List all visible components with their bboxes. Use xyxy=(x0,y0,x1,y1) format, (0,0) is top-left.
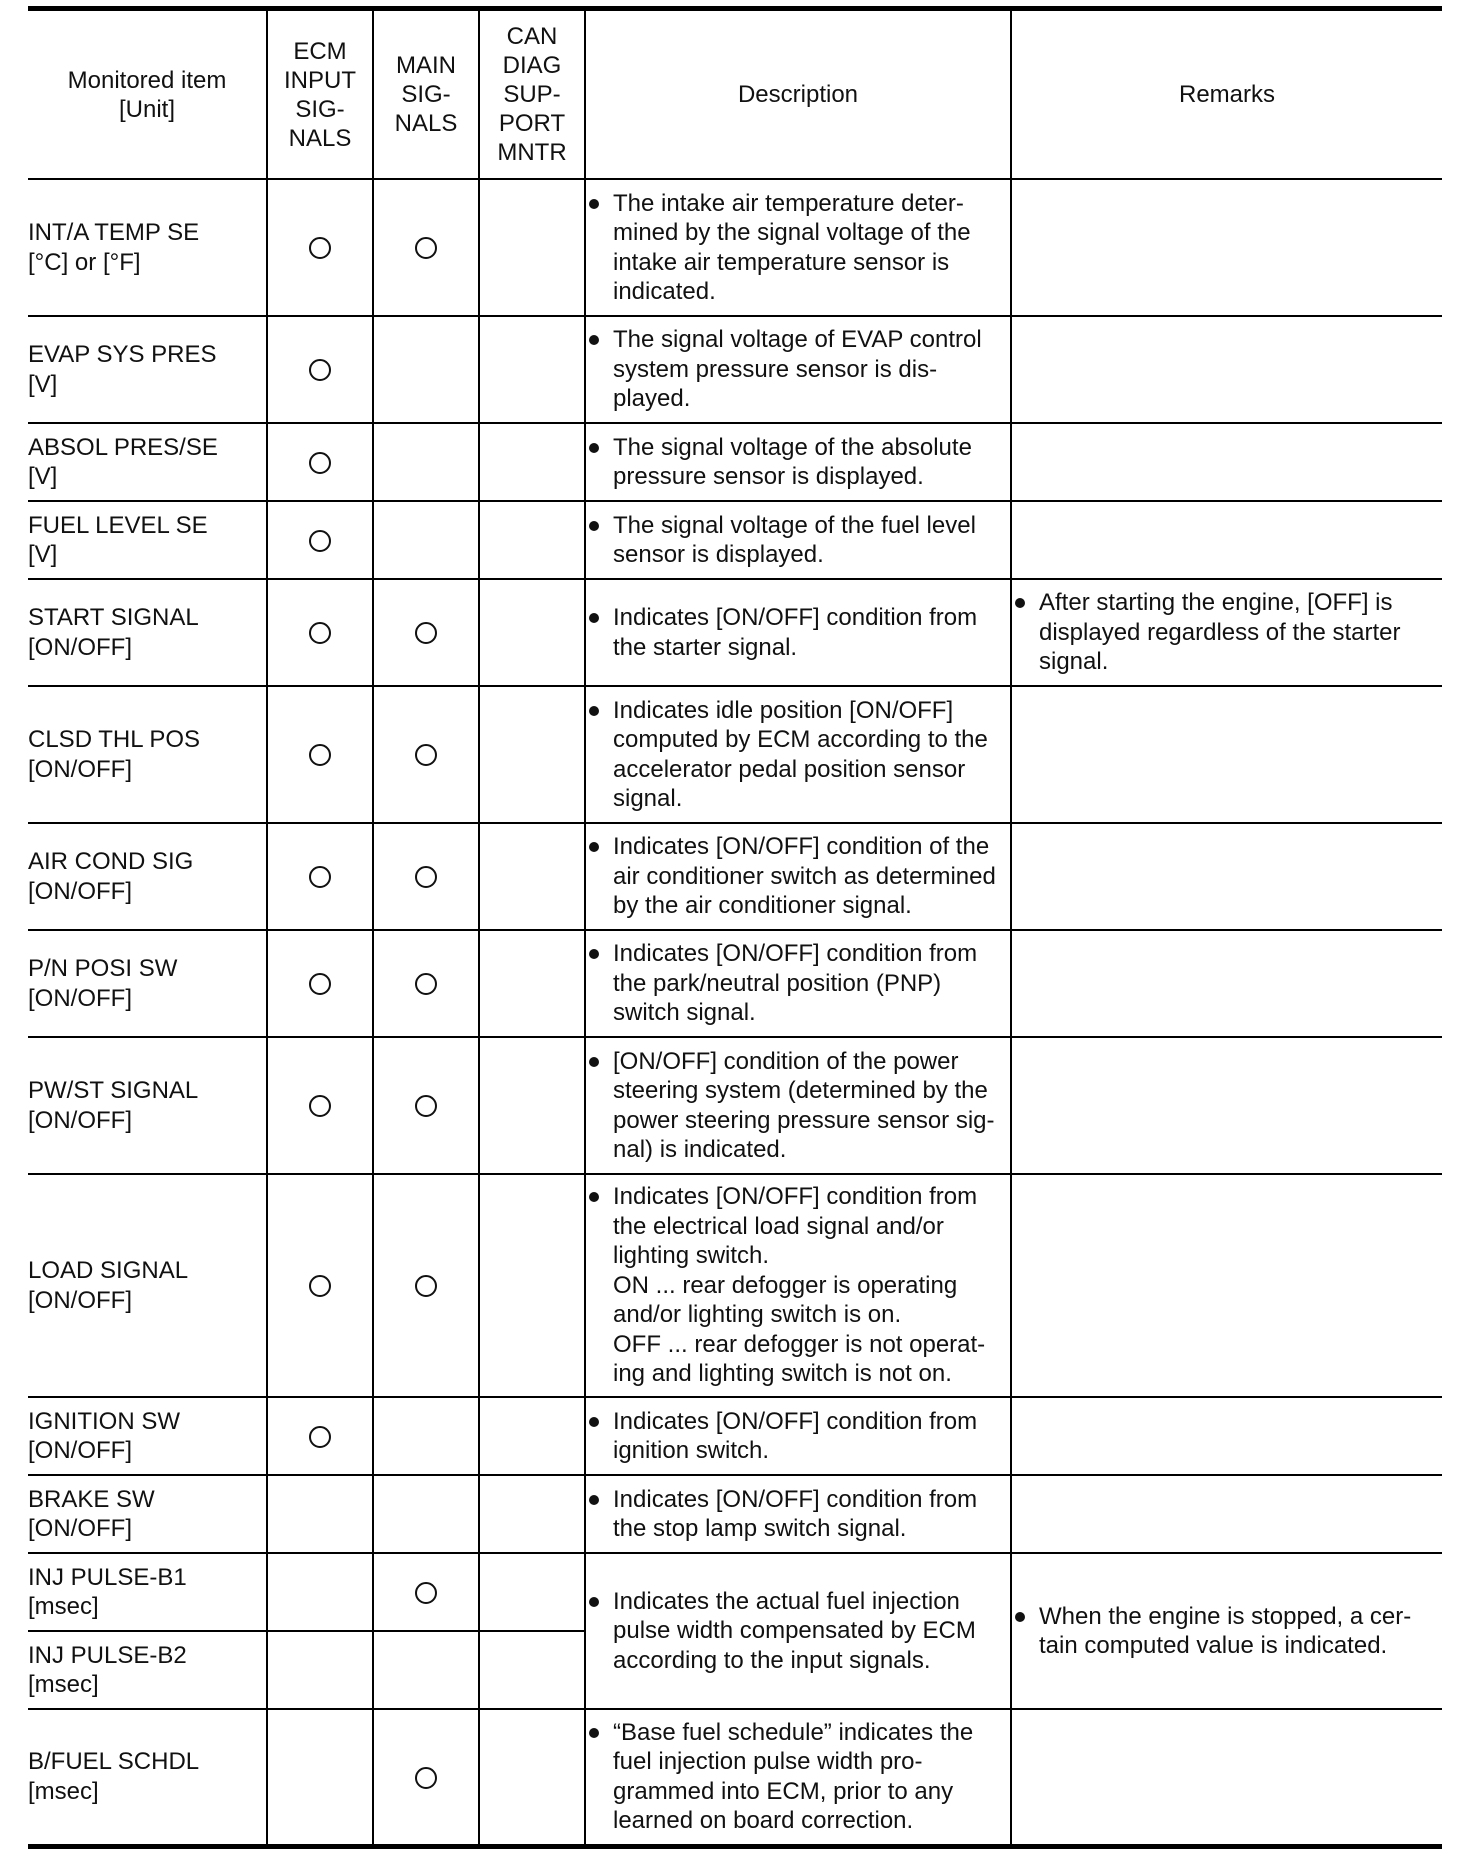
bullet-text xyxy=(613,1407,1010,1466)
item-unit: [ON/OFF] xyxy=(28,984,132,1012)
bullet-main-text: Indicates [ON/OFF] condition from the stop lamp switch signal. xyxy=(613,1485,978,1542)
monitored-item-cell xyxy=(28,1631,267,1709)
ecm-mark-cell xyxy=(267,930,373,1037)
circle-mark-icon xyxy=(415,1582,437,1604)
circle-mark-icon xyxy=(309,1275,331,1297)
bullet-dot xyxy=(1015,1612,1025,1622)
bullet-item xyxy=(586,696,1010,814)
bullet-item xyxy=(586,433,1010,492)
bullet-item xyxy=(586,1407,1010,1466)
header-ecm-input-signals: ECM INPUT SIG- NALS xyxy=(267,9,373,180)
header-row xyxy=(28,9,1442,180)
can-mark-cell xyxy=(479,1631,585,1709)
bullet-main-text: The signal voltage of EVAP control system pressure sensor is dis- played. xyxy=(613,326,982,413)
monitored-item-cell xyxy=(28,686,267,823)
bullet-main-text: After starting the engine, [OFF] is displayed regardless of the starter signal. xyxy=(1039,589,1401,676)
ecm-mark-cell xyxy=(267,1475,373,1553)
description-cell xyxy=(585,423,1011,501)
bullet-main-text: The signal voltage of the fuel level sensor is displayed. xyxy=(613,511,976,568)
description-detail-line: ON ... rear defogger is operating and/or lighting switch is on. xyxy=(613,1271,958,1329)
circle-mark-icon xyxy=(415,1095,437,1117)
remarks-cell xyxy=(1011,930,1442,1037)
item-name: START SIGNAL xyxy=(28,604,199,631)
bullet-item xyxy=(586,1718,1010,1836)
item-unit: [V] xyxy=(28,463,58,490)
item-name: EVAP SYS PRES xyxy=(28,341,217,368)
bullet-text xyxy=(613,603,1010,662)
bullet-main-text: Indicates the actual fuel injection pulse width compensated by ECM according to the input signals. xyxy=(613,1587,976,1674)
header-remarks: Remarks xyxy=(1011,9,1442,180)
description-cell xyxy=(585,179,1011,316)
item-unit: [ON/OFF] xyxy=(28,1515,132,1542)
main-mark-cell xyxy=(373,823,479,930)
main-mark-cell xyxy=(373,1037,479,1174)
can-mark-cell xyxy=(479,1174,585,1397)
bullet-main-text: Indicates [ON/OFF] condition of the air conditioner switch as determined by the air conditioner signal. xyxy=(613,833,996,920)
item-name: INT/A TEMP SE xyxy=(28,219,200,246)
monitored-item-cell xyxy=(28,1475,267,1553)
can-mark-cell xyxy=(479,579,585,686)
ecm-mark-cell xyxy=(267,1397,373,1475)
description-cell xyxy=(585,823,1011,930)
bullet-dot xyxy=(589,335,599,345)
ecm-mark-cell xyxy=(267,1037,373,1174)
circle-mark-icon xyxy=(415,1275,437,1297)
bullet-dot xyxy=(589,1597,599,1607)
bullet-item xyxy=(586,603,1010,662)
bullet-dot xyxy=(589,1495,599,1505)
header-main-signals: MAIN SIG- NALS xyxy=(373,9,479,180)
bullet-item xyxy=(586,1587,1010,1676)
bullet-dot xyxy=(589,706,599,716)
main-mark-cell xyxy=(373,1709,479,1846)
monitored-item-cell xyxy=(28,823,267,930)
table-row xyxy=(28,930,1442,1037)
ecm-mark-cell xyxy=(267,316,373,423)
circle-mark-icon xyxy=(309,1095,331,1117)
remarks-cell xyxy=(1011,1709,1442,1846)
bullet-dot xyxy=(589,443,599,453)
remarks-cell xyxy=(1011,316,1442,423)
bullet-item xyxy=(586,939,1010,1028)
remarks-cell xyxy=(1011,686,1442,823)
circle-mark-icon xyxy=(415,1767,437,1789)
item-name: LOAD SIGNAL xyxy=(28,1257,189,1284)
item-name: ABSOL PRES/SE xyxy=(28,433,218,461)
item-unit: [°C] or [°F] xyxy=(28,248,141,276)
ecm-mark-cell xyxy=(267,1174,373,1397)
item-unit: [ON/OFF] xyxy=(28,1286,132,1314)
bullet-item xyxy=(586,832,1010,921)
table-row xyxy=(28,1174,1442,1397)
monitored-item-cell xyxy=(28,1174,267,1397)
bullet-text xyxy=(613,325,1010,414)
bullet-main-text: The intake air temperature deter- mined by the signal voltage of the intake air temperature sensor is indicated. xyxy=(613,189,971,305)
can-mark-cell xyxy=(479,316,585,423)
item-unit: [msec] xyxy=(28,1593,99,1620)
main-mark-cell xyxy=(373,1631,479,1709)
circle-mark-icon xyxy=(415,237,437,259)
bullet-dot xyxy=(589,949,599,959)
item-unit: [msec] xyxy=(28,1777,99,1805)
ecm-mark-cell xyxy=(267,686,373,823)
item-unit: [ON/OFF] xyxy=(28,877,132,905)
table-row xyxy=(28,1553,1442,1631)
item-name: PW/ST SIGNAL xyxy=(28,1077,199,1104)
bullet-item xyxy=(586,511,1010,570)
description-cell xyxy=(585,579,1011,686)
item-unit: [ON/OFF] xyxy=(28,633,132,661)
bullet-text xyxy=(613,1718,1010,1836)
bullet-dot xyxy=(589,1192,599,1202)
bullet-dot xyxy=(589,842,599,852)
table-row xyxy=(28,686,1442,823)
ecm-mark-cell xyxy=(267,1553,373,1631)
item-name: AIR COND SIG xyxy=(28,848,194,875)
item-unit: [ON/OFF] xyxy=(28,755,132,783)
main-mark-cell xyxy=(373,1174,479,1397)
remarks-cell xyxy=(1011,1475,1442,1553)
can-mark-cell xyxy=(479,1397,585,1475)
main-mark-cell xyxy=(373,579,479,686)
item-name: INJ PULSE-B1 xyxy=(28,1563,187,1591)
description-cell xyxy=(585,1174,1011,1397)
bullet-text xyxy=(1039,1602,1442,1661)
description-detail-line: OFF ... rear defogger is not operat- ing and lighting switch is not on. xyxy=(613,1330,986,1388)
remarks-cell xyxy=(1011,823,1442,930)
table-header xyxy=(28,9,1442,180)
circle-mark-icon xyxy=(309,622,331,644)
remarks-cell xyxy=(1011,1553,1442,1709)
can-mark-cell xyxy=(479,1553,585,1631)
table-row xyxy=(28,501,1442,579)
description-cell xyxy=(585,1475,1011,1553)
item-name: B/FUEL SCHDL xyxy=(28,1748,200,1776)
description-cell xyxy=(585,316,1011,423)
monitored-item-cell xyxy=(28,1709,267,1846)
ecm-mark-cell xyxy=(267,501,373,579)
bullet-text xyxy=(613,511,1010,570)
circle-mark-icon xyxy=(309,866,331,888)
main-mark-cell xyxy=(373,1553,479,1631)
circle-mark-icon xyxy=(309,237,331,259)
bullet-item xyxy=(586,325,1010,414)
header-can-diag-support-mntr: CAN DIAG SUP- PORT MNTR xyxy=(479,9,585,180)
bullet-dot xyxy=(589,613,599,623)
bullet-text xyxy=(613,832,1010,921)
can-mark-cell xyxy=(479,1475,585,1553)
description-cell xyxy=(585,1553,1011,1709)
remarks-cell xyxy=(1011,579,1442,686)
can-mark-cell xyxy=(479,423,585,501)
table-row xyxy=(28,1709,1442,1846)
bullet-text xyxy=(613,939,1010,1028)
monitored-items-table xyxy=(28,6,1442,1849)
ecm-mark-cell xyxy=(267,423,373,501)
bullet-text xyxy=(613,433,1010,492)
monitored-item-cell xyxy=(28,579,267,686)
item-unit: [msec] xyxy=(28,1671,99,1698)
description-cell xyxy=(585,1397,1011,1475)
monitored-item-cell xyxy=(28,501,267,579)
can-mark-cell xyxy=(479,823,585,930)
circle-mark-icon xyxy=(309,973,331,995)
description-cell xyxy=(585,501,1011,579)
item-name: P/N POSI SW xyxy=(28,955,178,982)
monitored-item-cell xyxy=(28,1037,267,1174)
remarks-cell xyxy=(1011,179,1442,316)
item-name: BRAKE SW xyxy=(28,1485,155,1513)
table-row xyxy=(28,316,1442,423)
bullet-main-text: Indicates idle position [ON/OFF] computed by ECM according to the accelerator pedal position sensor signal. xyxy=(613,696,988,812)
bullet-text xyxy=(613,1587,1010,1676)
monitored-item-cell xyxy=(28,179,267,316)
item-unit: [V] xyxy=(28,370,58,398)
bullet-item xyxy=(586,1182,1010,1389)
table-row xyxy=(28,1397,1442,1475)
item-unit: [ON/OFF] xyxy=(28,1106,132,1134)
ecm-mark-cell xyxy=(267,1631,373,1709)
ecm-mark-cell xyxy=(267,179,373,316)
item-name: CLSD THL POS xyxy=(28,726,201,753)
remarks-cell xyxy=(1011,1037,1442,1174)
bullet-item xyxy=(1012,1602,1442,1661)
main-mark-cell xyxy=(373,930,479,1037)
circle-mark-icon xyxy=(309,359,331,381)
bullet-text xyxy=(613,696,1010,814)
item-unit: [ON/OFF] xyxy=(28,1437,132,1464)
item-name: INJ PULSE-B2 xyxy=(28,1641,187,1669)
main-mark-cell xyxy=(373,501,479,579)
ecm-mark-cell xyxy=(267,1709,373,1846)
main-mark-cell xyxy=(373,316,479,423)
bullet-dot xyxy=(589,199,599,209)
table-row xyxy=(28,823,1442,930)
bullet-main-text: Indicates [ON/OFF] condition from the electrical load signal and/or lighting switch. xyxy=(613,1183,978,1270)
bullet-item xyxy=(586,1485,1010,1544)
table-row xyxy=(28,1037,1442,1174)
bullet-text xyxy=(613,189,1010,307)
description-cell xyxy=(585,1709,1011,1846)
item-unit: [V] xyxy=(28,541,58,568)
bullet-dot xyxy=(589,521,599,531)
circle-mark-icon xyxy=(415,866,437,888)
description-cell xyxy=(585,686,1011,823)
circle-mark-icon xyxy=(309,744,331,766)
header-description: Description xyxy=(585,9,1011,180)
remarks-cell xyxy=(1011,1174,1442,1397)
can-mark-cell xyxy=(479,1037,585,1174)
item-name: IGNITION SW xyxy=(28,1407,180,1435)
table-row xyxy=(28,423,1442,501)
description-cell xyxy=(585,930,1011,1037)
bullet-dot xyxy=(589,1417,599,1427)
bullet-main-text: “Base fuel schedule” indicates the fuel injection pulse width pro- grammed into ECM, prior to any learned on board correction. xyxy=(613,1718,974,1835)
main-mark-cell xyxy=(373,179,479,316)
can-mark-cell xyxy=(479,179,585,316)
circle-mark-icon xyxy=(309,452,331,474)
can-mark-cell xyxy=(479,501,585,579)
item-name: FUEL LEVEL SE xyxy=(28,511,208,539)
monitored-item-cell xyxy=(28,1553,267,1631)
bullet-text xyxy=(1039,588,1442,677)
circle-mark-icon xyxy=(415,622,437,644)
bullet-dot xyxy=(589,1728,599,1738)
header-monitored-item: Monitored item [Unit] xyxy=(28,9,267,180)
table-row xyxy=(28,579,1442,686)
monitored-item-cell xyxy=(28,316,267,423)
circle-mark-icon xyxy=(415,973,437,995)
bullet-main-text: When the engine is stopped, a cer- tain computed value is indicated. xyxy=(1039,1602,1412,1659)
circle-mark-icon xyxy=(309,1426,331,1448)
bullet-main-text: The signal voltage of the absolute pressure sensor is displayed. xyxy=(613,433,972,490)
bullet-item xyxy=(586,189,1010,307)
main-mark-cell xyxy=(373,1397,479,1475)
circle-mark-icon xyxy=(415,744,437,766)
circle-mark-icon xyxy=(309,530,331,552)
remarks-cell xyxy=(1011,1397,1442,1475)
bullet-text xyxy=(613,1182,1010,1389)
bullet-dot xyxy=(1015,598,1025,608)
bullet-main-text: Indicates [ON/OFF] condition from the park/neutral position (PNP) switch signal. xyxy=(613,940,978,1027)
ecm-mark-cell xyxy=(267,823,373,930)
can-mark-cell xyxy=(479,1709,585,1846)
main-mark-cell xyxy=(373,1475,479,1553)
bullet-text xyxy=(613,1485,1010,1544)
bullet-text xyxy=(613,1047,1010,1165)
table-body xyxy=(28,179,1442,1846)
bullet-item xyxy=(1012,588,1442,677)
description-cell xyxy=(585,1037,1011,1174)
remarks-cell xyxy=(1011,501,1442,579)
table-row xyxy=(28,179,1442,316)
can-mark-cell xyxy=(479,686,585,823)
bullet-main-text: [ON/OFF] condition of the power steering system (determined by the power steering pressure sensor sig- nal) is indicated. xyxy=(613,1047,995,1163)
monitored-item-cell xyxy=(28,930,267,1037)
bullet-main-text: Indicates [ON/OFF] condition from ignition switch. xyxy=(613,1407,978,1464)
bullet-dot xyxy=(589,1057,599,1067)
bullet-item xyxy=(586,1047,1010,1165)
monitored-item-cell xyxy=(28,1397,267,1475)
bullet-main-text: Indicates [ON/OFF] condition from the starter signal. xyxy=(613,604,978,661)
ecm-mark-cell xyxy=(267,579,373,686)
monitored-item-cell xyxy=(28,423,267,501)
remarks-cell xyxy=(1011,423,1442,501)
main-mark-cell xyxy=(373,686,479,823)
table-row xyxy=(28,1475,1442,1553)
main-mark-cell xyxy=(373,423,479,501)
can-mark-cell xyxy=(479,930,585,1037)
